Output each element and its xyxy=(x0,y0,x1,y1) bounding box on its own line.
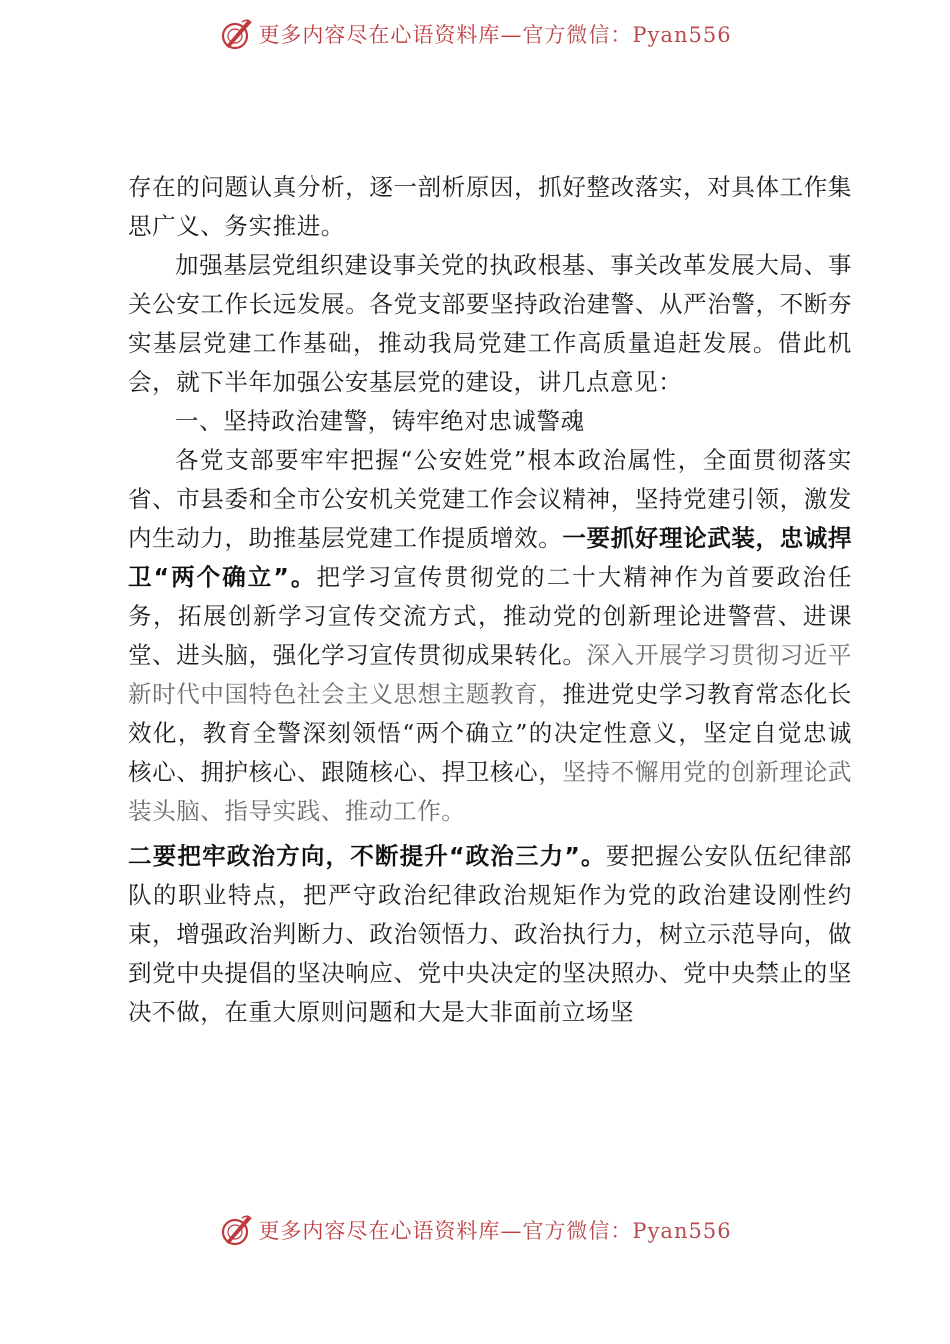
watermark-wechat-text: 官方微信：Pyan556 xyxy=(522,1219,732,1243)
watermark-wechat-text: 官方微信：Pyan556 xyxy=(522,23,732,47)
paragraph-section-1 xyxy=(128,441,852,831)
watermark-separator: — xyxy=(500,23,523,47)
watermark-header xyxy=(0,14,950,54)
quill-seal-logo-icon xyxy=(218,1212,254,1248)
text-run: 把学习宣传贯彻党的二十大精神作为首要政治任务，拓展创新学习宣传交流方式，推动党的创新理论进警营、进课堂、进头脑，强化学习宣传贯彻成果转化。 xyxy=(128,563,852,669)
text-run-gray: 深入开展学习贯彻习近平新时代中国特色社会主义思想主题教育， xyxy=(128,641,852,708)
document-body xyxy=(128,168,852,1032)
text-run-gray: 坚持不懈用党的创新理论武装头脑、指导实践、推动工作。 xyxy=(128,758,852,825)
watermark-main-text: 更多内容尽在心语资料库 xyxy=(258,23,501,47)
bold-point-1: 一要抓好理论武装，忠诚捍卫“两个确立”。 xyxy=(128,524,852,591)
watermark-main-text: 更多内容尽在心语资料库 xyxy=(258,1219,501,1243)
quill-seal-logo-icon xyxy=(218,16,254,52)
watermark-footer xyxy=(0,1210,950,1250)
paragraph-point-2 xyxy=(128,837,852,1032)
text-run: 各党支部要牢牢把握“公安姓党”根本政治属性，全面贯彻落实省、市县委和全市公安机关党建工作会议精神，坚持党建引领，激发内生动力，助推基层党建工作提质增效。 xyxy=(128,446,852,552)
text-run: 推进党史学习教育常态化长效化，教育全警深刻领悟“两个确立”的决定性意义，坚定自觉忠诚核心、拥护核心、跟随核心、捍卫核心， xyxy=(128,680,852,786)
paragraph-continued: 存在的问题认真分析，逐一剖析原因，抓好整改落实，对具体工作集思广义、务实推进。 xyxy=(128,173,852,240)
bold-point-2: 二要把牢政治方向，不断提升“政治三力”。 xyxy=(128,842,606,870)
text-run: 要把握公安队伍纪律部队的职业特点，把严守政治纪律政治规矩作为党的政治建设刚性约束，增强政治判断力、政治领悟力、政治执行力，树立示范导向，做到党中央提倡的坚决响应、党中央决定的坚决照办、党中央禁止的坚决不做，在重大原则问题和大是大非面前立场坚 xyxy=(128,842,853,1026)
watermark-separator: — xyxy=(500,1219,523,1243)
paragraph-intro: 加强基层党组织建设事关党的执政根基、事关改革发展大局、事关公安工作长远发展。各党支部要坚持政治建警、从严治警，不断夯实基层党建工作基础，推动我局党建工作高质量追赶发展。借此机会，就下半年加强公安基层党的建设，讲几点意见： xyxy=(128,251,852,396)
section-heading-1: 一、坚持政治建警，铸牢绝对忠诚警魂 xyxy=(175,407,585,435)
